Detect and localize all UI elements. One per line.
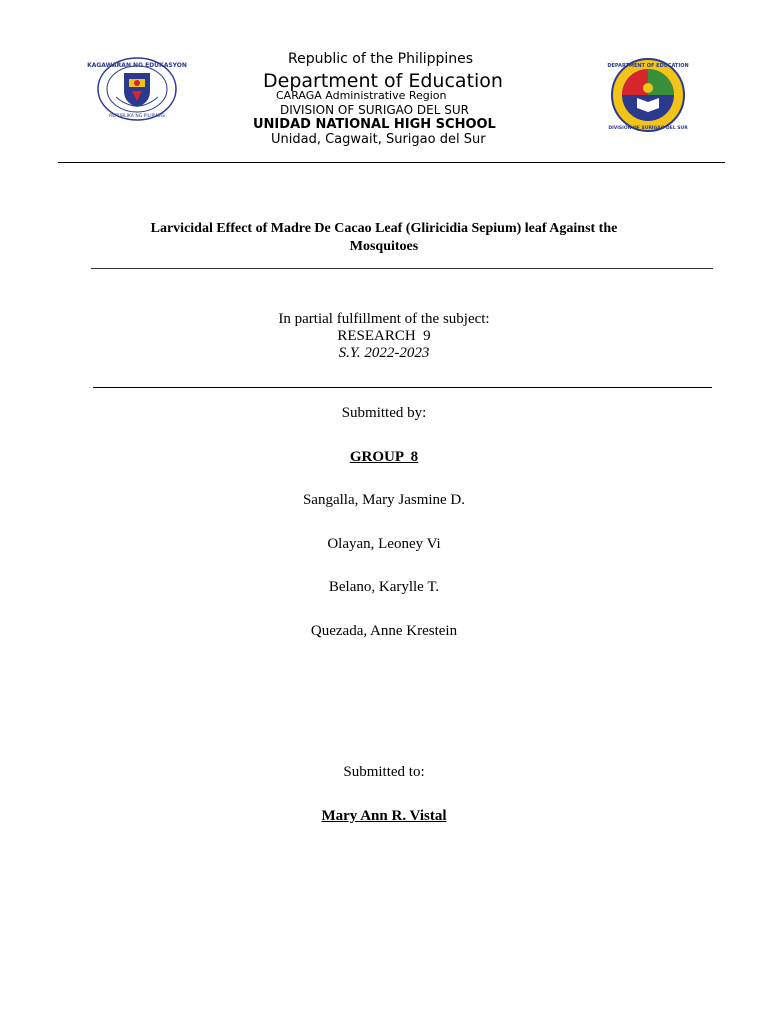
research-title-line1: Larvicidal Effect of Madre De Cacao Leaf (Gliricidia Sepium) leaf Against the [150,221,618,236]
division-text: DIVISION OF SURIGAO DEL SUR [280,103,469,117]
member-name: Sangalla, Mary Jasmine D. [302,492,466,508]
region-text: CARAGA Administrative Region [276,89,447,102]
submitted-by-label: Submitted by: [341,405,427,421]
department-title: Department of Education [263,70,503,92]
svg-text:KAGAWARAN NG EDUKASYON: KAGAWARAN NG EDUKASYON [87,62,187,69]
member-name: Olayan, Leoney Vi [327,536,441,552]
svg-text:DIVISION OF SURIGAO DEL SUR: DIVISION OF SURIGAO DEL SUR [608,126,688,131]
group-wrapper [0,449,768,466]
group-name: GROUP 8 [349,449,419,465]
fulfillment-block [0,311,768,362]
division-seal-icon [607,58,689,132]
subject-text: RESEARCH 9 [337,328,431,344]
title-divider [91,268,713,269]
member-name: Belano, Karylle T. [328,579,440,595]
adviser-wrapper [0,808,768,825]
fulfillment-text: In partial fulfillment of the subject: [278,311,490,327]
svg-text:REPUBLIKA NG PILIPINAS: REPUBLIKA NG PILIPINAS [109,114,165,119]
research-title [0,220,768,256]
research-title-line2: Mosquitoes [349,239,419,254]
fulfillment-divider [93,387,712,388]
deped-seal-icon [87,57,187,121]
republic-text: Republic of the Philippines [288,51,474,67]
member-name: Quezada, Anne Krestein [310,623,458,639]
school-address: Unidad, Cagwait, Surigao del Sur [271,132,486,147]
school-name: UNIDAD NATIONAL HIGH SCHOOL [253,117,496,132]
school-year-text: S.Y. 2022-2023 [338,345,430,361]
adviser-name: Mary Ann R. Vistal [321,808,447,824]
header-divider [58,162,725,163]
svg-text:DEPARTMENT OF EDUCATION: DEPARTMENT OF EDUCATION [607,63,689,69]
submitted-to-label: Submitted to: [343,764,425,780]
